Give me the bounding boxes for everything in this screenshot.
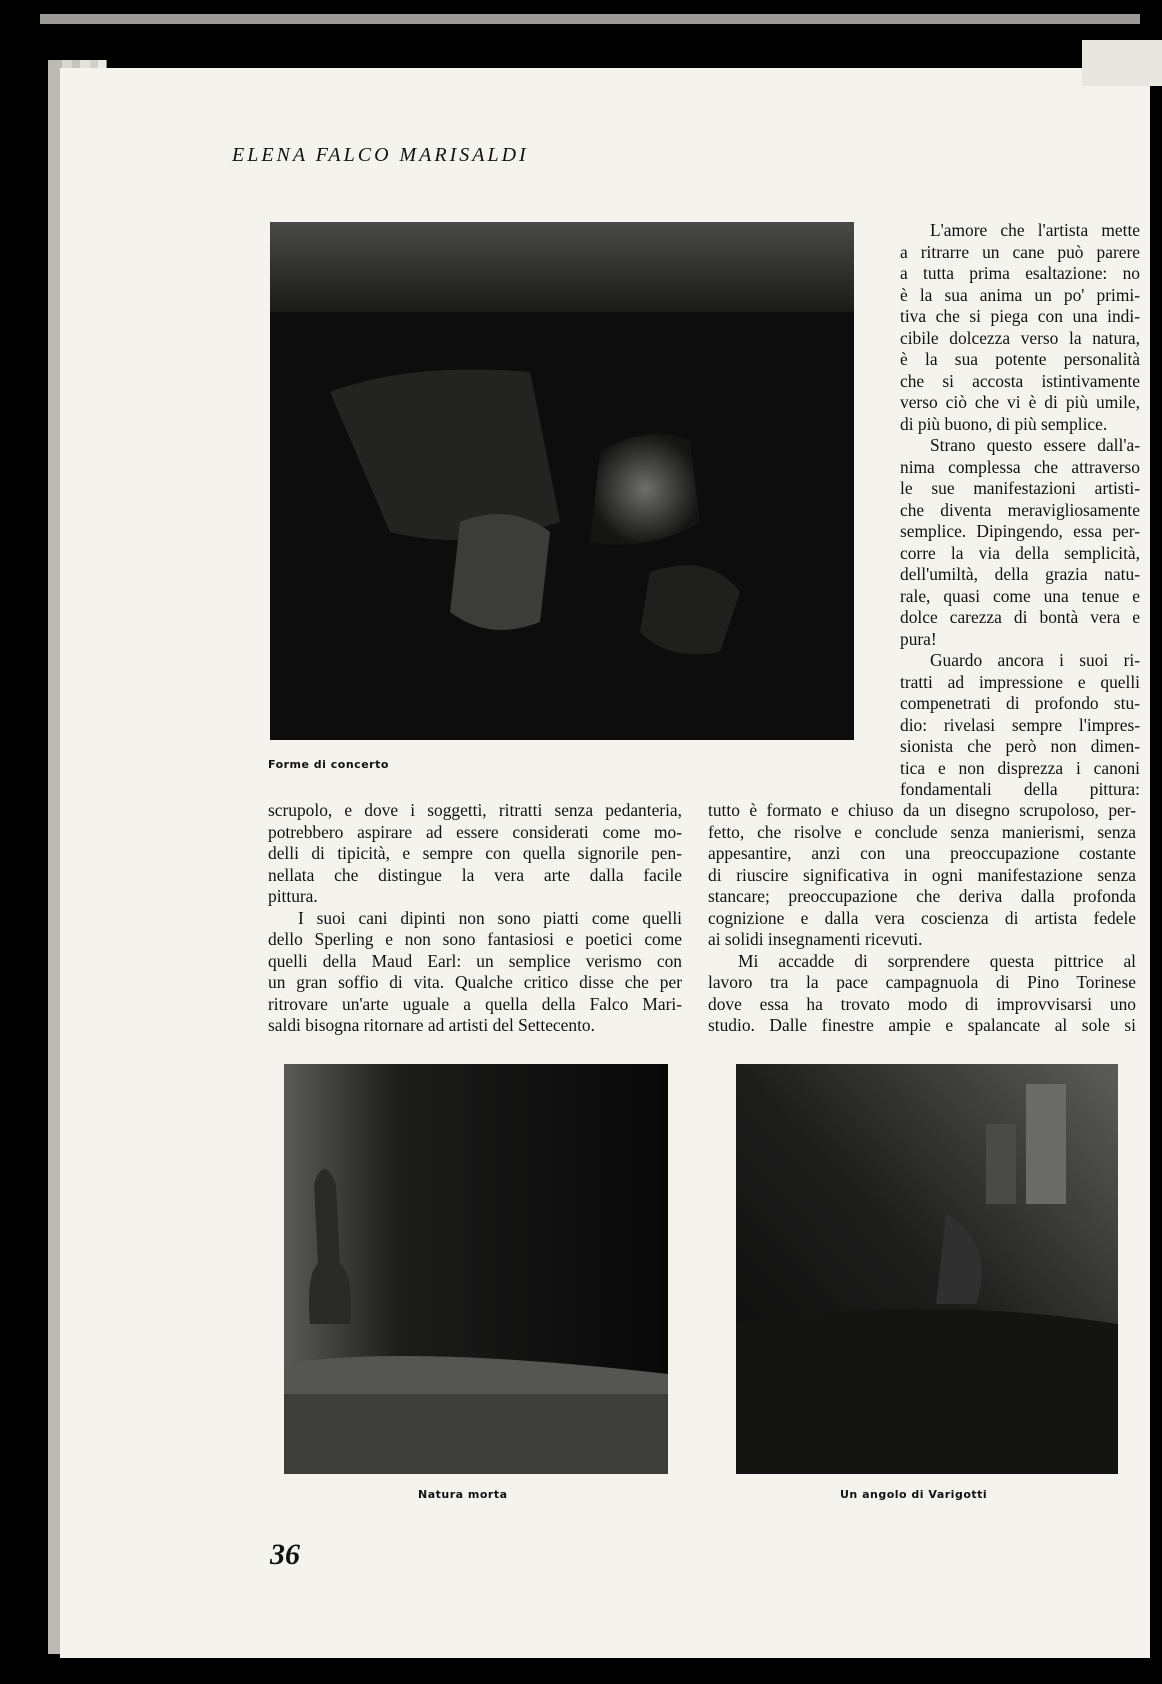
photo-varigotti: [736, 1064, 1118, 1474]
middle-column-text: [708, 800, 1136, 1037]
text-line: tratti ad impressione e quelli: [900, 671, 1140, 692]
text-line: fondamentali della pittura:: [900, 779, 1140, 799]
text-line: stancare; preoccupazione che deriva dalla profonda: [708, 886, 1136, 906]
text-line: nellata che distingue la vera arte dalla facile: [268, 864, 682, 885]
text-line: Mi accadde di sorprendere questa pittrice al: [738, 950, 1136, 971]
text-line: a tutta prima esaltazione: no: [900, 263, 1140, 283]
text-line: semplice. Dipingendo, essa per-: [900, 521, 1140, 541]
text-line: sionista che però non dimen-: [900, 736, 1140, 756]
text-line: tica e non disprezza i canoni: [900, 757, 1140, 778]
text-line: che diventa meravigliosamente: [900, 499, 1140, 520]
text-line: compenetrati di profondo stu-: [900, 693, 1140, 713]
text-line: saldi bisogna ritornare ad artisti del Settecento.: [268, 1015, 595, 1035]
text-line: ritrovare un'arte uguale a quella della Falco Mari-: [268, 993, 682, 1014]
text-line: che si accosta istintivamente: [900, 370, 1140, 391]
left-column-text: [268, 800, 682, 1037]
photo-varigotti-image: [736, 1064, 1118, 1474]
text-line: Guardo ancora i suoi ri-: [930, 650, 1140, 670]
running-title: ELENA FALCO MARISALDI: [232, 144, 529, 166]
caption-top-photo: Forme di concerto: [268, 758, 389, 771]
text-line: I suoi cani dipinti non sono piatti come quelli: [298, 907, 682, 928]
text-line: Strano questo essere dall'a-: [930, 435, 1140, 455]
caption-varigotti: Un angolo di Varigotti: [840, 1488, 988, 1501]
text-line: tutto è formato e chiuso da un disegno scrupoloso, per-: [708, 800, 1136, 820]
text-line: pura!: [900, 628, 937, 649]
text-line: quelli della Maud Earl: un semplice verismo con: [268, 950, 682, 971]
text-line: delli di tipicità, e sempre con quella signorile pen-: [268, 843, 682, 863]
text-line: dolce carezza di bontà vera e: [900, 607, 1140, 627]
text-line: cibile dolcezza verso la natura,: [900, 327, 1140, 348]
text-line: cognizione e dalla vera coscienza di artista fedele: [708, 907, 1136, 928]
scan-right-border: [1150, 86, 1162, 1684]
photo-dogs-image: [270, 222, 854, 740]
text-line: dio: rivelasi sempre l'impres-: [900, 714, 1140, 735]
text-line: corre la via della semplicità,: [900, 542, 1140, 563]
text-line: fetto, che risolve e conclude senza manierismi, senza: [708, 821, 1136, 842]
text-line: è la sua anima un po' primi-: [900, 284, 1140, 305]
text-line: a ritrarre un cane può parere: [900, 241, 1140, 262]
text-line: potrebbero aspirare ad essere considerati come mo-: [268, 821, 682, 842]
text-line: appesantire, anzi con una preoccupazione costante: [708, 843, 1136, 863]
text-line: le sue manifestazioni artisti-: [900, 478, 1140, 498]
text-line: dello Sperling e non sono fantasiosi e poetici come: [268, 929, 682, 949]
text-line: verso ciò che vi è di più umile,: [900, 392, 1140, 412]
text-line: L'amore che l'artista mette: [930, 220, 1140, 240]
scan-top-strip: [40, 14, 1140, 24]
right-column-text: [900, 220, 1140, 801]
text-line: lavoro tra la pace campagnuola di Pino Torinese: [708, 972, 1136, 992]
text-line: è la sua potente personalità: [900, 349, 1140, 369]
text-line: ai solidi insegnamenti ricevuti.: [708, 929, 923, 949]
text-line: rale, quasi come una tenue e: [900, 585, 1140, 606]
text-line: tiva che si piega con una indi-: [900, 306, 1140, 326]
text-line: nima complessa che attraverso: [900, 456, 1140, 477]
photo-still-life-image: [284, 1064, 668, 1474]
page-number: 36: [270, 1538, 300, 1571]
scan-bottom-border: [0, 1658, 1162, 1684]
text-line: dove essa ha trovato modo di improvvisarsi uno: [708, 993, 1136, 1014]
text-line: un gran soffio di vita. Qualche critico disse che per: [268, 972, 682, 992]
text-line: dell'umiltà, della grazia natu-: [900, 564, 1140, 584]
text-line: studio. Dalle finestre ampie e spalancate al sole si: [708, 1015, 1136, 1035]
caption-still-life: Natura morta: [418, 1488, 508, 1501]
text-line: scrupolo, e dove i soggetti, ritratti senza pedanteria,: [268, 800, 682, 820]
photo-still-life: [284, 1064, 668, 1474]
text-line: di riuscire significativa in ogni manifestazione senza: [708, 864, 1136, 885]
page-corner: [1082, 40, 1162, 86]
text-line: pittura.: [268, 886, 318, 906]
photo-dogs: [270, 222, 854, 740]
text-line: di più buono, di più semplice.: [900, 413, 1108, 434]
